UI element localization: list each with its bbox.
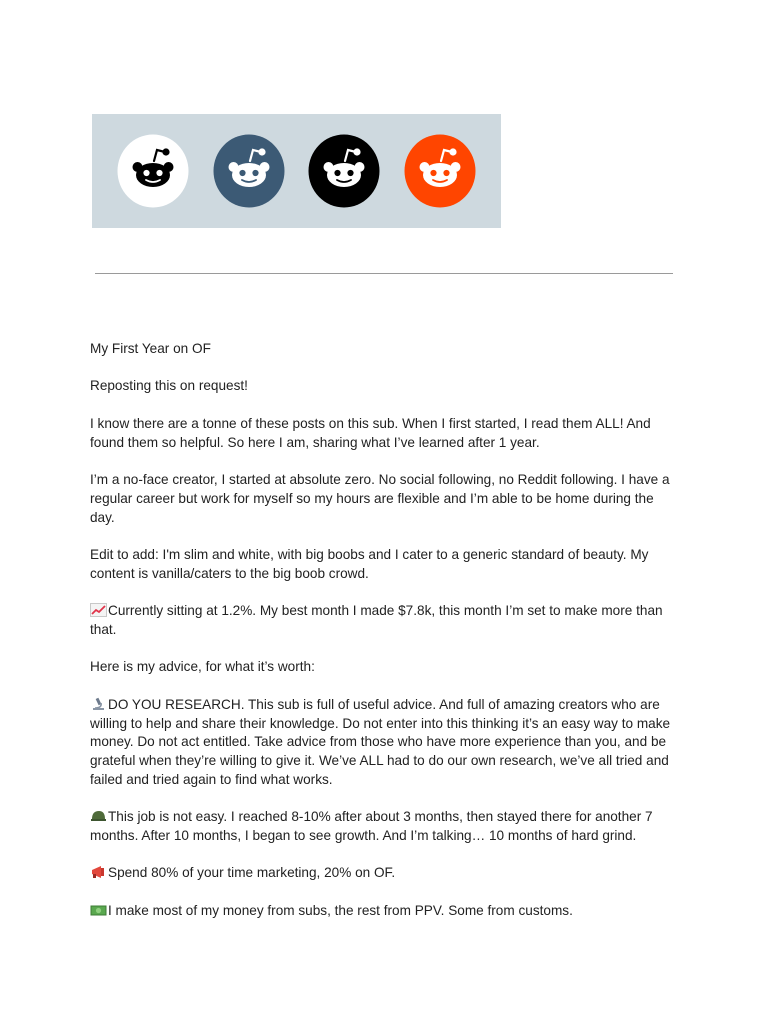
paragraph: Spend 80% of your time marketing, 20% on OF. bbox=[90, 864, 676, 883]
chart-increasing-icon bbox=[90, 603, 107, 617]
paragraph: I make most of my money from subs, the rest from PPV. Some from customs. bbox=[90, 902, 676, 921]
microscope-icon bbox=[90, 697, 107, 711]
post-title: My First Year on OF bbox=[90, 341, 211, 356]
paragraph: Here is my advice, for what it’s worth: bbox=[90, 659, 315, 675]
helmet-icon bbox=[90, 809, 107, 823]
reddit-snoo-icon bbox=[213, 134, 285, 208]
reddit-snoo-icon bbox=[308, 134, 380, 208]
paragraph: Reposting this on request! bbox=[90, 378, 248, 394]
paragraph: I’m a no-face creator, I started at absolute zero. No social following, no Reddit following. I have a regular career but work for myself so my hours are flexible and I’m able to be home during the day. bbox=[90, 471, 670, 525]
paragraph: Edit to add: I'm slim and white, with big boobs and I cater to a generic standard of beauty. My content is vanilla/caters to the big boob crowd. bbox=[90, 546, 649, 581]
paragraph: DO YOU RESEARCH. This sub is full of useful advice. And full of amazing creators who are willing to help and share their knowledge. Do not enter into this thinking it’s an easy way to make money. Do not act entitled. Take advice from those who have more experience than you, and be grateful when they’re willing to give it. We’ve ALL had to do our own research, we’ve all tried and failed and tried again to find what works. bbox=[90, 696, 671, 787]
paragraph: Currently sitting at 1.2%. My best month I made $7.8k, this month I’m set to make more than that. bbox=[90, 603, 663, 637]
reddit-snoo-icon bbox=[404, 134, 476, 208]
megaphone-icon bbox=[90, 865, 107, 879]
horizontal-divider bbox=[95, 273, 673, 274]
paragraph: I know there are a tonne of these posts on this sub. When I first started, I read them ALL! And found them so helpful. So here I am, sharing what I’ve learned after 1 year. bbox=[90, 415, 651, 450]
reddit-snoo-icon bbox=[117, 134, 189, 208]
paragraph: This job is not easy. I reached 8-10% after about 3 months, then stayed there for another 7 months. After 10 months, I began to see growth. And I’m talking… 10 months of hard grind. bbox=[90, 809, 653, 844]
post-body bbox=[90, 340, 676, 939]
dollar-banknote-icon bbox=[90, 903, 107, 917]
reddit-logos-banner bbox=[92, 114, 501, 228]
